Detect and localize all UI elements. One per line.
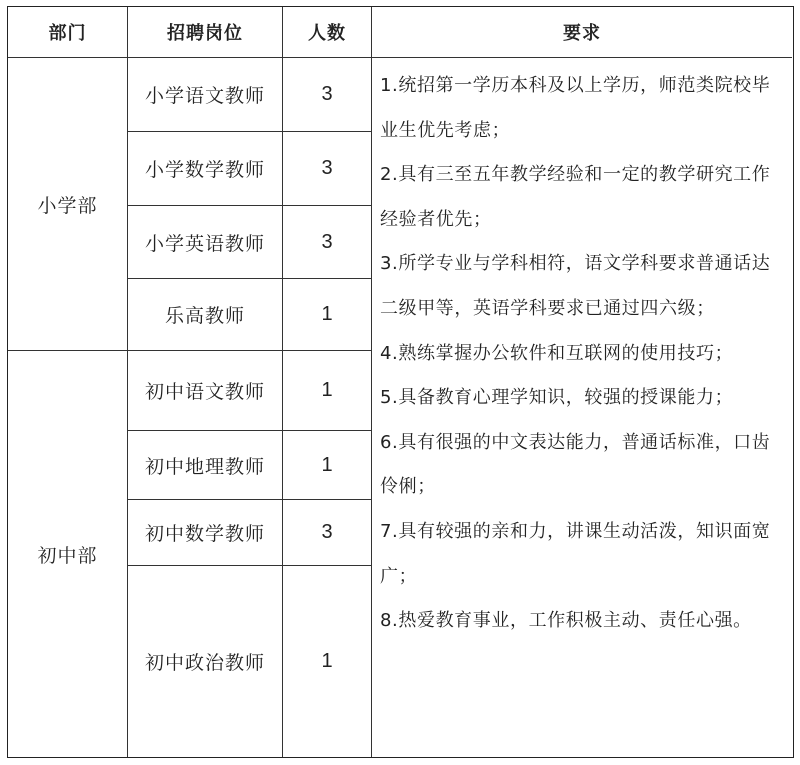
position-cell: 乐高教师 [128,279,283,351]
position-cell: 小学英语教师 [128,206,283,279]
requirement-item: 2.具有三至五年教学经验和一定的教学研究工作经验者优先； [380,164,771,230]
count-cell: 3 [283,206,372,279]
count-cell: 3 [283,500,372,566]
header-count: 人数 [283,7,372,58]
requirement-item: 8.热爱教育事业，工作积极主动、责任心强。 [380,610,752,632]
requirement-item: 5.具备教育心理学知识，较强的授课能力； [380,387,734,409]
requirement-item: 3.所学专业与学科相符，语文学科要求普通话达二级甲等，英语学科要求已通过四六级； [380,253,771,319]
position-cell: 小学语文教师 [128,58,283,132]
count-cell: 1 [283,351,372,431]
count-cell: 3 [283,58,372,132]
count-cell: 1 [283,279,372,351]
position-cell: 初中政治教师 [128,566,283,757]
dept-junior: 初中部 [8,351,128,757]
requirement-item: 1.统招第一学历本科及以上学历，师范类院校毕业生优先考虑； [380,75,771,141]
position-cell: 初中数学教师 [128,500,283,566]
requirement-item: 4.熟练掌握办公软件和互联网的使用技巧； [380,342,734,364]
position-cell: 小学数学教师 [128,132,283,206]
requirement-item: 6.具有很强的中文表达能力，普通话标准，口齿伶俐； [380,431,771,498]
header-position: 招聘岗位 [128,7,283,58]
dept-primary: 小学部 [8,58,128,351]
header-requirements: 要求 [372,7,792,58]
position-cell: 初中语文教师 [128,351,283,431]
header-dept: 部门 [8,7,128,58]
requirement-item: 7.具有较强的亲和力，讲课生动活泼，知识面宽广； [380,520,771,587]
position-cell: 初中地理教师 [128,431,283,500]
count-cell: 1 [283,566,372,757]
recruitment-table [7,6,794,758]
count-cell: 3 [283,132,372,206]
count-cell: 1 [283,431,372,500]
requirements-cell [372,58,792,757]
